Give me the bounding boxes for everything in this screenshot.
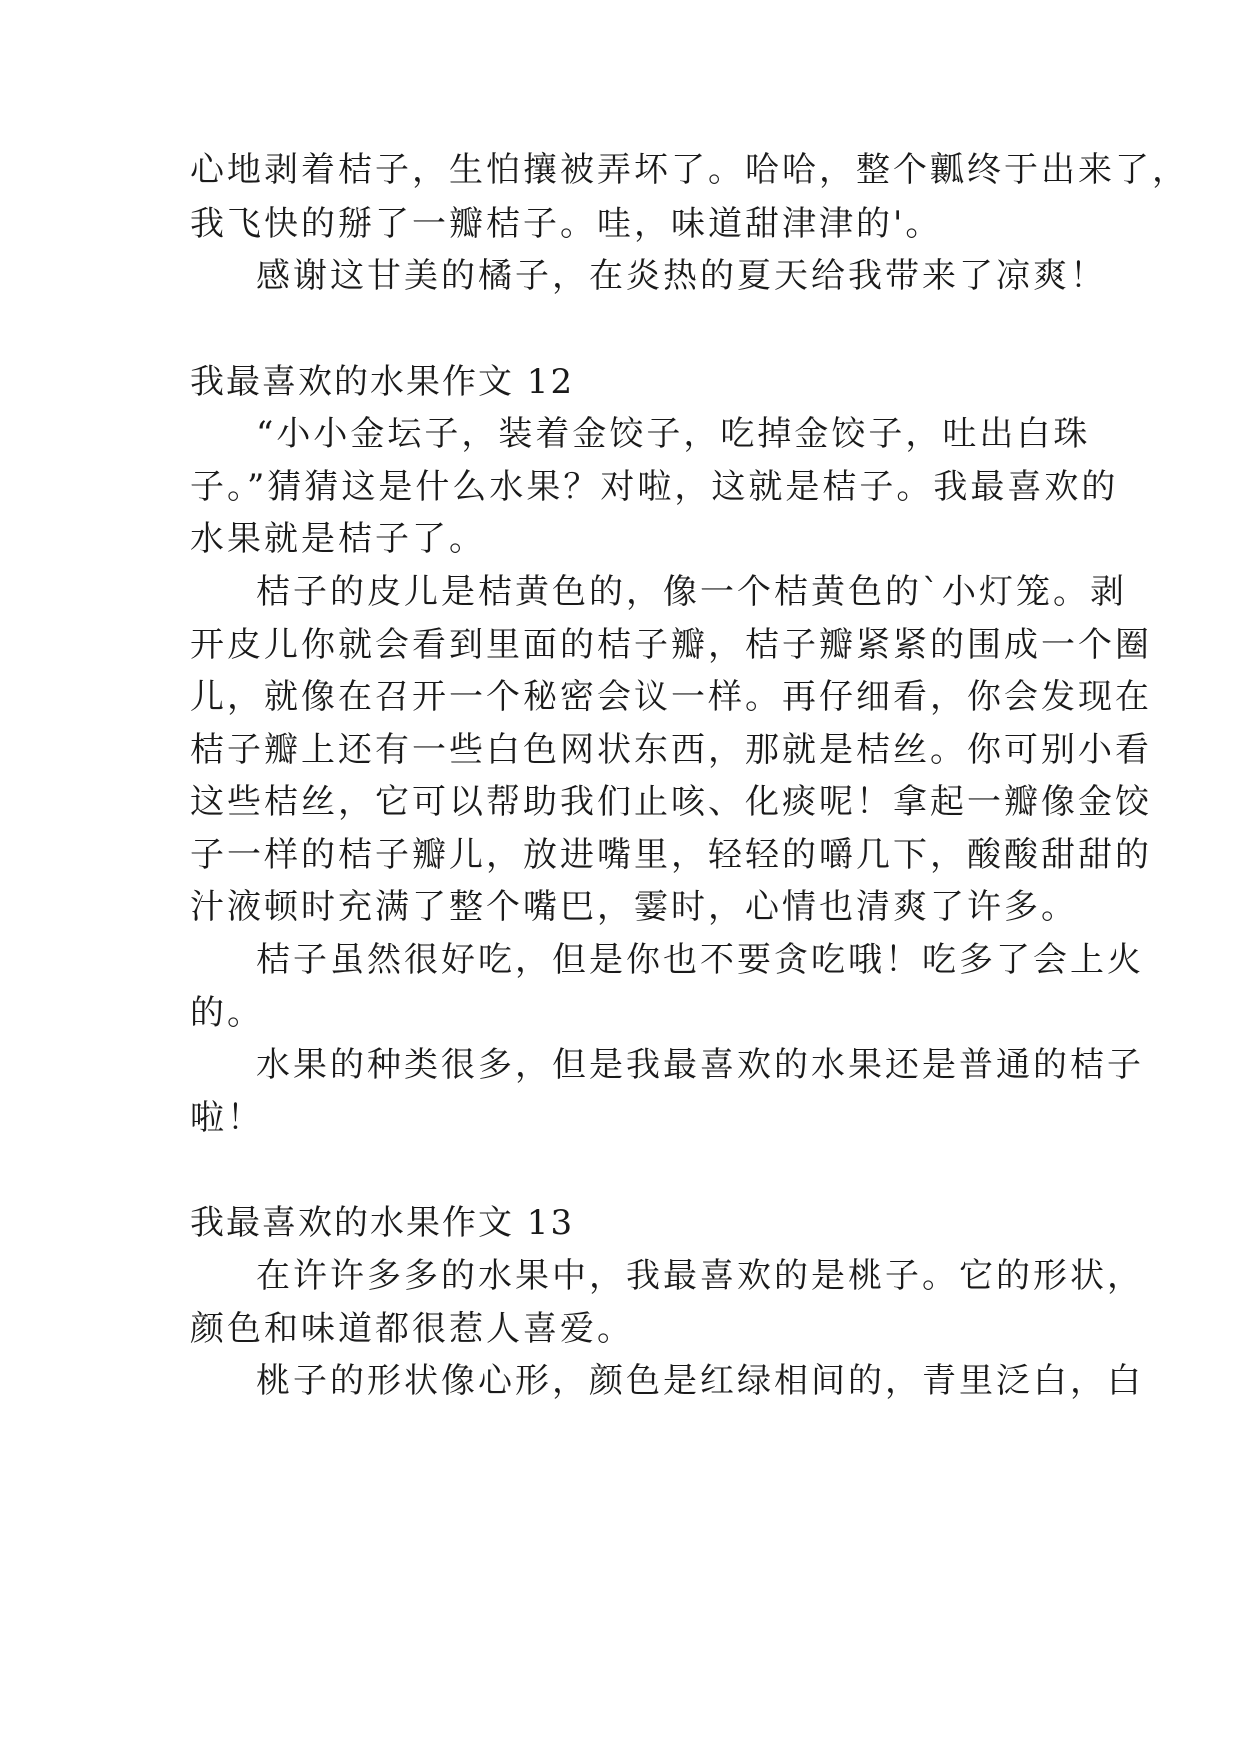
paragraph-line: 汁液顿时充满了整个嘴巴，霎时，心情也清爽了许多。 <box>190 887 1078 927</box>
paragraph-line: 子。”猜猜这是什么水果？对啦，这就是桔子。我最喜欢的 <box>190 467 1119 507</box>
paragraph-line: 开皮儿你就会看到里面的桔子瓣，桔子瓣紧紧的围成一个圈 <box>190 625 1152 665</box>
paragraph-line: 这些桔丝，它可以帮助我们止咳、化痰呢！拿起一瓣像金饺 <box>190 782 1152 822</box>
paragraph-line: 儿，就像在召开一个秘密会议一样。再仔细看，你会发现在 <box>190 677 1152 717</box>
paragraph-line: 啦！ <box>190 1098 264 1138</box>
paragraph-line: 水果的种类很多，但是我最喜欢的水果还是普通的桔子 <box>256 1045 1144 1085</box>
paragraph-line: 感谢这甘美的橘子，在炎热的夏天给我带来了凉爽！ <box>256 256 1107 296</box>
paragraph-line: 的。 <box>190 993 264 1033</box>
paragraph-line: 我飞快的掰了一瓣桔子。哇，味道甜津津的'。 <box>190 204 943 244</box>
paragraph-line: 心地剥着桔子，生怕攘被弄坏了。哈哈，整个瓤终于出来了， <box>190 150 1189 190</box>
paragraph-line: 颜色和味道都很惹人喜爱。 <box>190 1309 634 1349</box>
essay-title-12: 我最喜欢的水果作文 12 <box>190 362 575 402</box>
paragraph-line: 水果就是桔子了。 <box>190 519 486 559</box>
paragraph-line: 在许许多多的水果中，我最喜欢的是桃子。它的形状， <box>256 1256 1144 1296</box>
essay-title-13: 我最喜欢的水果作文 13 <box>190 1203 575 1243</box>
paragraph-line: 桔子瓣上还有一些白色网状东西，那就是桔丝。你可别小看 <box>190 730 1152 770</box>
paragraph-line: “小小金坛子，装着金饺子，吃掉金饺子，吐出白珠 <box>256 414 1091 454</box>
paragraph-line: 桃子的形状像心形，颜色是红绿相间的，青里泛白，白 <box>256 1361 1144 1401</box>
paragraph-line: 子一样的桔子瓣儿，放进嘴里，轻轻的嚼几下，酸酸甜甜的 <box>190 835 1152 875</box>
paragraph-line: 桔子的皮儿是桔黄色的，像一个桔黄色的`小灯笼。剥 <box>256 572 1127 612</box>
paragraph-line: 桔子虽然很好吃，但是你也不要贪吃哦！吃多了会上火 <box>256 940 1144 980</box>
